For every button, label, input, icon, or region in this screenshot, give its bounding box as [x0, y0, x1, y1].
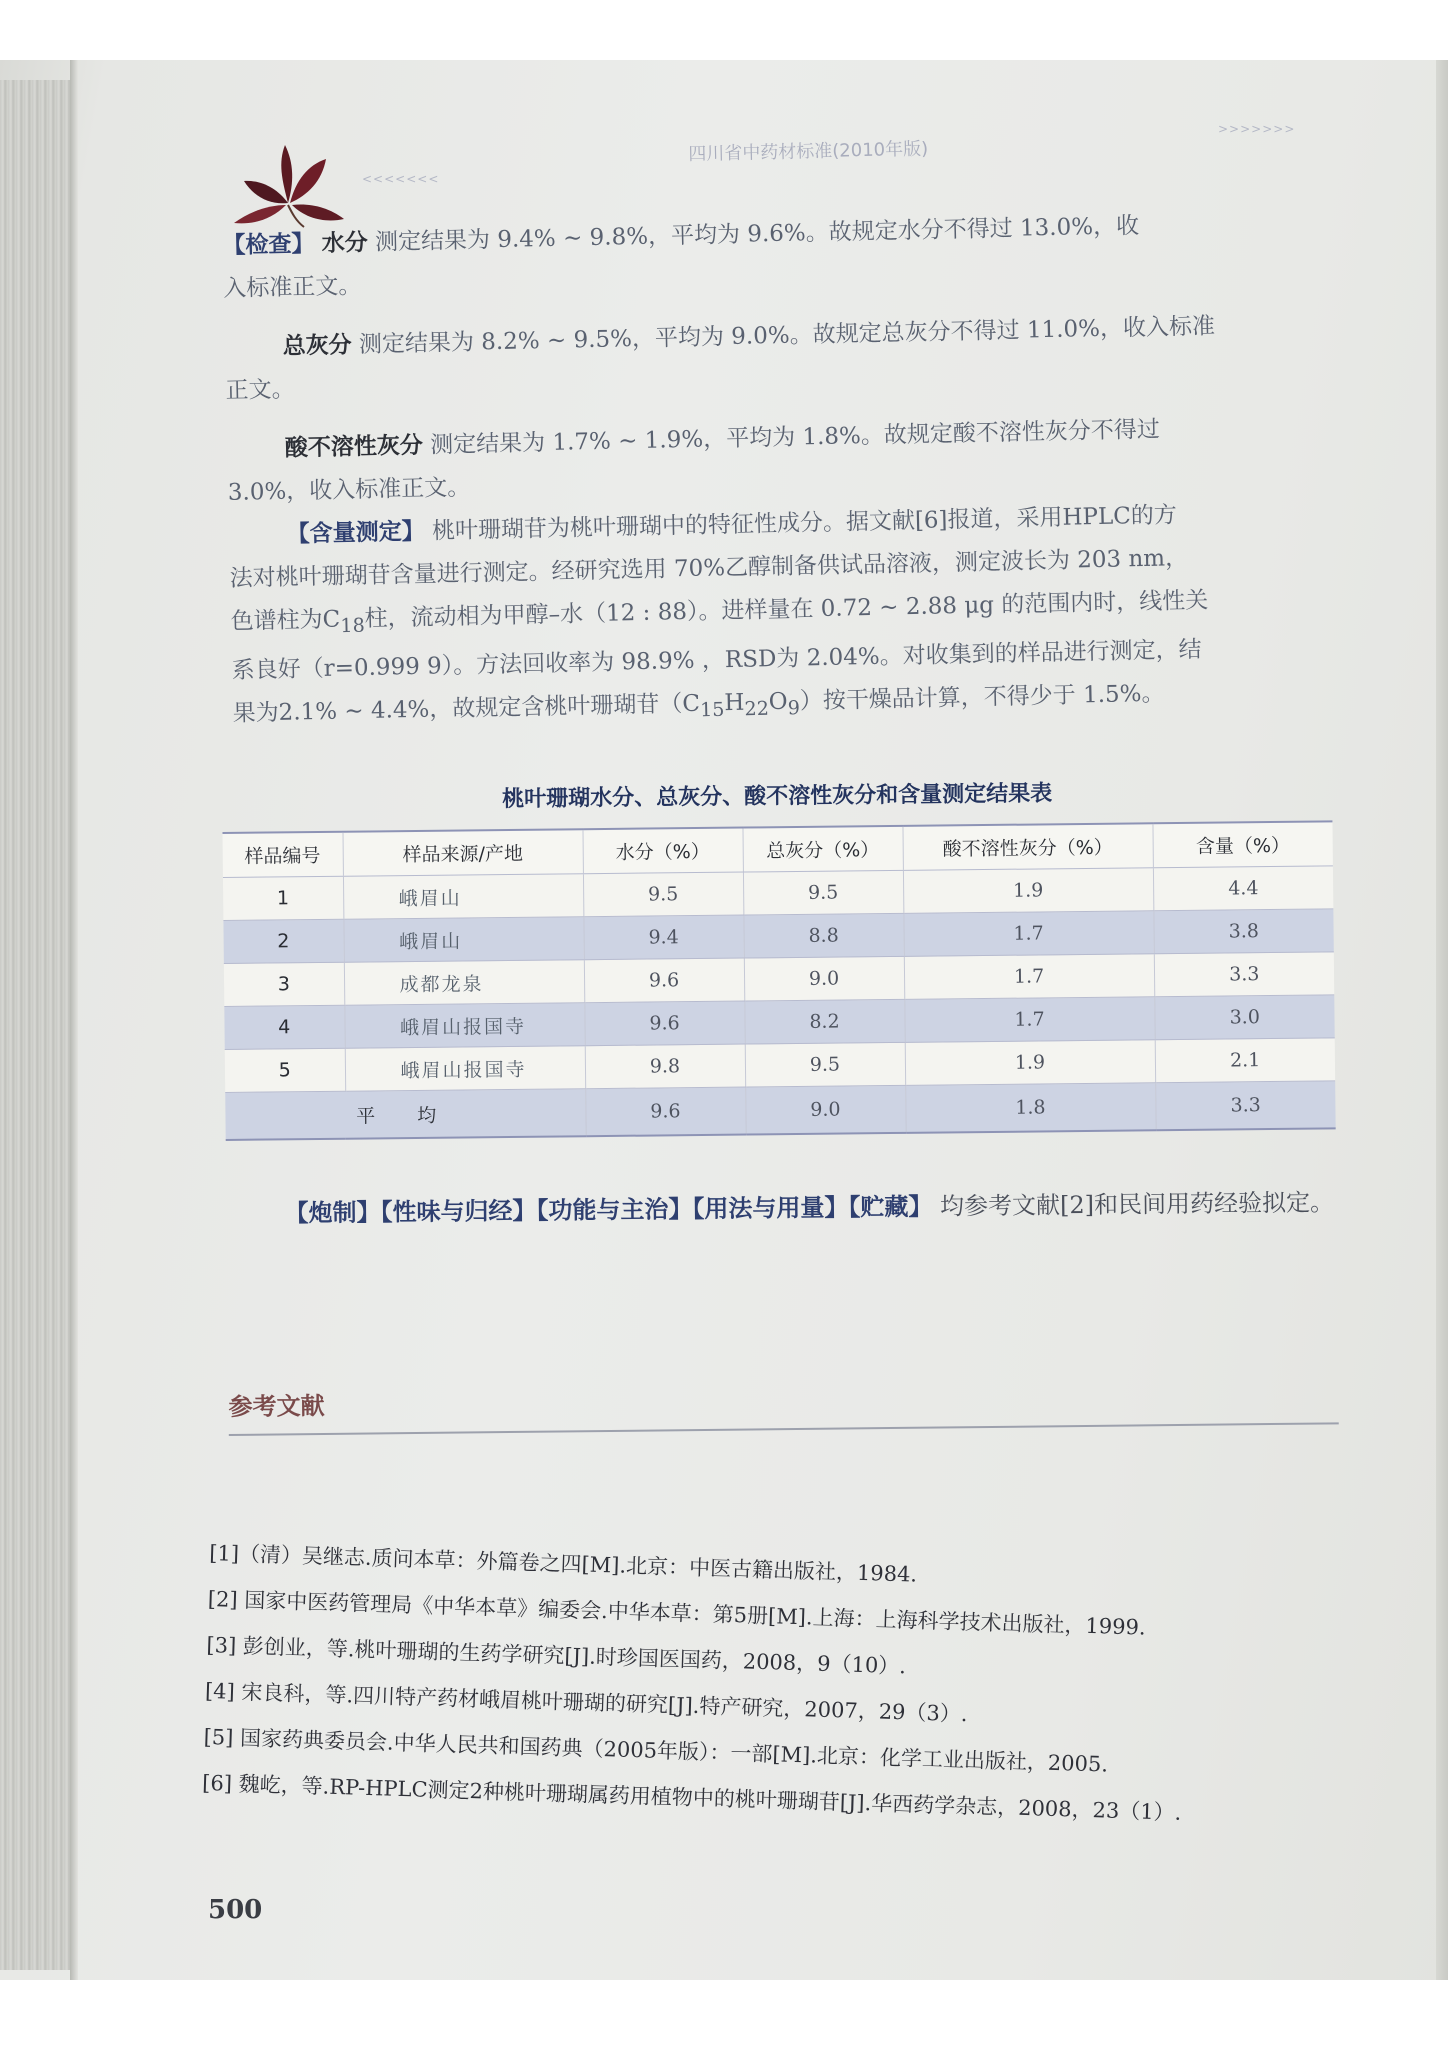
- reference-item: [5] 国家药典委员会.中华人民共和国药典（2005年版）：一部[M].北京：化学工业出版社，2005.: [203, 1724, 1109, 1777]
- reference-item: [2] 国家中医药管理局《中华本草》编委会.中华本草：第5册[M].上海：上海科学技术出版社，1999.: [207, 1586, 1146, 1640]
- results-table: [222, 820, 1335, 1141]
- table-row: 4 峨眉山报国寺 9.6 8.2 1.7 3.0: [224, 995, 1334, 1050]
- assay-line-2: 法对桃叶珊瑚苷含量进行测定。经研究选用 70%乙醇制备供试品溶液，测定波长为 203 nm，: [229, 545, 1189, 592]
- total-ash-label: 总灰分: [282, 332, 352, 360]
- page-edge-shadow: [70, 60, 78, 1980]
- moisture-text-1: 测定结果为 9.4% ~ 9.8%，平均为 9.6%。故规定水分不得过 13.0%，收: [374, 212, 1140, 256]
- assay-line-3: 色谱柱为$C_{18}$柱，流动相为甲醇–水（12 : 88）。进样量在 0.72 ~ 2.88 μg 的范围内时，线性关: [230, 587, 1209, 638]
- references-heading: 参考文献: [228, 1391, 325, 1421]
- reference-item: [3] 彭创业，等.桃叶珊瑚的生药学研究[J].时珍国医国药，2008，9（10）.: [206, 1632, 907, 1679]
- leaf-logo-icon: [230, 125, 350, 230]
- page-right-edge: [1436, 60, 1448, 1980]
- table-row: 3 成都龙泉 9.6 9.0 1.7 3.3: [224, 952, 1334, 1007]
- table-and-references-block: [222, 773, 1339, 1436]
- table-row: 2 峨眉山 9.4 8.8 1.7 3.8: [223, 909, 1333, 964]
- reference-item: [1]（清）吴继志.质问本草：外篇卷之四[M].北京：中医古籍出版社，1984.: [208, 1540, 918, 1587]
- other-items-text: 均参考文献[2]和民间用药经验拟定。: [939, 1188, 1335, 1221]
- page-number: 500: [208, 1895, 263, 1925]
- header-chevrons-left: <<<<<<<: [362, 172, 440, 186]
- header-moisture: 水分（%）: [582, 828, 742, 874]
- table-row: 1 峨眉山 9.5 9.5 1.9 4.4: [223, 866, 1333, 921]
- assay-line-5: 果为2.1% ~ 4.4%，故规定含桃叶珊瑚苷$(C_{15}H_{22}O_9)$按干燥品计算，不得少于 1.5%。: [232, 680, 1165, 727]
- acid-ash-label: 酸不溶性灰分: [284, 432, 424, 462]
- total-ash-text-1: 测定结果为 8.2% ~ 9.5%，平均为 9.0%。故规定总灰分不得过 11.0%，收入标准: [358, 313, 1216, 359]
- other-items-paragraph: [226, 1179, 1336, 1237]
- header-acid-ash: 酸不溶性灰分（%）: [902, 823, 1152, 870]
- header-chevrons-right: >>>>>>>: [1218, 122, 1296, 136]
- moisture-label: 水分: [321, 229, 369, 257]
- table-average-row: 平 均 9.6 9.0 1.8 3.3: [225, 1081, 1335, 1140]
- header-sample-id: 样品编号: [223, 832, 343, 878]
- check-heading: 【检查】: [222, 230, 315, 259]
- header-source: 样品来源/产地: [342, 829, 582, 876]
- header-total-ash: 总灰分（%）: [742, 826, 902, 872]
- table-title: 桃叶珊瑚水分、总灰分、酸不溶性灰分和含量测定结果表: [502, 781, 1053, 813]
- header-content: 含量（%）: [1152, 821, 1332, 867]
- moisture-text-2: 入标准正文。: [223, 272, 362, 302]
- references-list: [202, 1530, 1340, 1840]
- assay-heading: 【含量测定】: [286, 518, 426, 548]
- acid-ash-text-1: 测定结果为 1.7% ~ 1.9%，平均为 1.8%。故规定酸不溶性灰分不得过: [429, 416, 1161, 459]
- table-row: 5 峨眉山报国寺 9.8 9.5 1.9 2.1: [225, 1038, 1335, 1093]
- page-stack-edges: [0, 80, 75, 1970]
- assay-line-1: 桃叶珊瑚苷为桃叶珊瑚中的特征性成分。据文献[6]报道，采用HPLC的方: [431, 502, 1178, 545]
- check-and-assay-text: [222, 201, 1333, 741]
- running-head: 四川省中药材标准(2010年版): [688, 138, 929, 165]
- total-ash-text-2: 正文。: [225, 376, 295, 404]
- average-label: 平 均: [225, 1089, 585, 1140]
- reference-item: [4] 宋良科，等.四川特产药材峨眉桃叶珊瑚的研究[J].特产研究，2007，29（3）.: [204, 1678, 968, 1727]
- other-items-headings: 【炮制】【性味与归经】【功能与主治】【用法与用量】【贮藏】: [284, 1192, 933, 1228]
- reference-item: [6] 魏屹，等.RP-HPLC测定2种桃叶珊瑚属药用植物中的桃叶珊瑚苷[J].华西药学杂志，2008，23（1）.: [201, 1770, 1182, 1825]
- assay-line-4: 系良好（r=0.999 9）。方法回收率为 98.9% ，RSD为 2.04%。对收集到的样品进行测定，结: [231, 636, 1202, 684]
- acid-ash-text-2: 3.0%，收入标准正文。: [227, 474, 471, 506]
